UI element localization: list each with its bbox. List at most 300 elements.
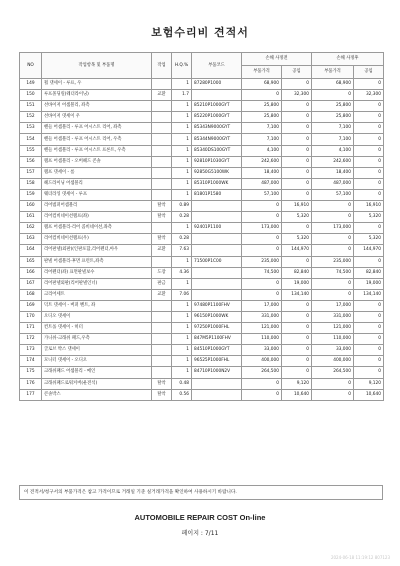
cell-part-price-before: 0	[242, 212, 282, 223]
cell-work	[152, 256, 172, 267]
cell-part-price-after: 264,500	[312, 367, 354, 378]
table-row	[20, 334, 384, 345]
table-row	[20, 112, 384, 123]
cell-part-price-after: 0	[312, 389, 354, 400]
cell-part-price-after: 74,500	[312, 267, 354, 278]
cell-labor-after: 19,000	[354, 278, 384, 289]
cell-no: 153	[20, 123, 42, 134]
cell-work	[152, 189, 172, 200]
col-header-loss-after: 손해 사정후	[312, 53, 384, 66]
cell-work-item: 가니쉬-크래쉬 패드,우측	[42, 334, 152, 345]
table-row	[20, 234, 384, 245]
cell-labor-after: 144,970	[354, 245, 384, 256]
cell-hq: 1	[172, 345, 192, 356]
cell-part-code: 71500P1C00	[192, 256, 242, 267]
cell-no: 175	[20, 367, 42, 378]
cell-no: 152	[20, 112, 42, 123]
table-row	[20, 323, 384, 334]
cell-part-code	[192, 289, 242, 300]
cell-part-price-after: 18,400	[312, 167, 354, 178]
cell-labor-after: 0	[354, 101, 384, 112]
cell-part-code: 85340DS100GYT	[192, 145, 242, 156]
cell-work: 탈착	[152, 212, 172, 223]
cell-no: 155	[20, 145, 42, 156]
cell-work	[152, 145, 172, 156]
cell-part-price-before: 0	[242, 90, 282, 101]
cell-work: 교환	[152, 90, 172, 101]
cell-no: 169	[20, 300, 42, 311]
cell-part-code: 92810P1030GYT	[192, 156, 242, 167]
cell-no: 171	[20, 323, 42, 334]
cell-part-price-after: 7,100	[312, 134, 354, 145]
cell-part-price-after: 0	[312, 378, 354, 389]
cell-part-price-before: 18,400	[242, 167, 282, 178]
cell-labor-before: 144,970	[282, 245, 312, 256]
cell-labor-before: 82,840	[282, 267, 312, 278]
cell-part-price-after: 0	[312, 90, 354, 101]
cell-work	[152, 367, 172, 378]
cell-part-price-after: 0	[312, 201, 354, 212]
cell-part-price-before: 0	[242, 378, 282, 389]
cell-part-price-after: 25,800	[312, 101, 354, 112]
cell-part-code: 97250P1000FHL	[192, 323, 242, 334]
cell-labor-before: 5,320	[282, 234, 312, 245]
cell-work	[152, 345, 172, 356]
cell-part-price-before: 17,000	[242, 300, 282, 311]
cell-labor-before: 0	[282, 256, 312, 267]
cell-part-price-after: 242,600	[312, 156, 354, 167]
cell-part-code	[192, 212, 242, 223]
cell-labor-before: 0	[282, 189, 312, 200]
cell-labor-after: 0	[354, 167, 384, 178]
cell-no: 176	[20, 378, 42, 389]
col-header-loss-before: 손해 사정전	[242, 53, 312, 66]
cell-work: 탈착	[152, 234, 172, 245]
cell-part-price-before: 0	[242, 201, 282, 212]
cell-no: 167	[20, 278, 42, 289]
cell-work-item: 리어판넬(외판)(인판포함,리어펜더,아우	[42, 245, 152, 256]
table-row	[20, 167, 384, 178]
cell-part-price-before: 264,500	[242, 367, 282, 378]
cell-work-item: 글로브 박스 댓세이	[42, 345, 152, 356]
cell-part-price-before: 7,100	[242, 123, 282, 134]
cell-labor-after: 0	[354, 79, 384, 90]
cell-hq: 0.28	[172, 234, 192, 245]
cell-part-price-after: 0	[312, 245, 354, 256]
cell-labor-before: 19,000	[282, 278, 312, 289]
cell-no: 161	[20, 212, 42, 223]
cell-work	[152, 311, 172, 322]
cell-part-price-before: 7,100	[242, 134, 282, 145]
estimate-table	[19, 52, 384, 401]
cell-hq: 1	[172, 167, 192, 178]
cell-no: 170	[20, 311, 42, 322]
table-row	[20, 356, 384, 367]
cell-part-price-after: 235,000	[312, 256, 354, 267]
cell-part-price-before: 0	[242, 234, 282, 245]
cell-labor-after: 5,320	[354, 212, 384, 223]
cell-hq: 1	[172, 300, 192, 311]
cell-part-price-before: 68,900	[242, 79, 282, 90]
cell-labor-before: 0	[282, 356, 312, 367]
cell-hq: 1	[172, 178, 192, 189]
cell-part-code: 85310P1000WK	[192, 178, 242, 189]
cell-hq: 1	[172, 334, 192, 345]
cell-labor-after: 0	[354, 178, 384, 189]
cell-work	[152, 134, 172, 145]
cell-labor-before: 0	[282, 334, 312, 345]
document-title: 보험수리비 견적서	[151, 26, 249, 39]
cell-labor-after: 0	[354, 223, 384, 234]
cell-work-item: 선바이저 댓세이 우	[42, 112, 152, 123]
cell-no: 164	[20, 245, 42, 256]
cell-no: 159	[20, 189, 42, 200]
cell-work-item: 선바이저 어셈블리, 좌측	[42, 101, 152, 112]
cell-hq: 1	[172, 256, 192, 267]
cell-labor-before: 5,320	[282, 212, 312, 223]
cell-part-price-after: 0	[312, 289, 354, 300]
cell-work	[152, 112, 172, 123]
col-header-labor-before: 공임	[282, 66, 312, 79]
table-row	[20, 267, 384, 278]
cell-part-code: 96525P1000FHL	[192, 356, 242, 367]
cell-hq: 1	[172, 134, 192, 145]
cell-no: 165	[20, 256, 42, 267]
cell-no: 150	[20, 90, 42, 101]
cell-labor-after: 0	[354, 356, 384, 367]
cell-part-price-after: 0	[312, 278, 354, 289]
cell-part-code	[192, 234, 242, 245]
cell-part-price-before: 74,500	[242, 267, 282, 278]
cell-part-price-before: 173,000	[242, 223, 282, 234]
cell-no: 168	[20, 289, 42, 300]
table-row	[20, 134, 384, 145]
cell-part-code: 97480P1100FHV	[192, 300, 242, 311]
cell-labor-after: 0	[354, 145, 384, 156]
cell-hq: 1	[172, 112, 192, 123]
cell-part-price-before: 331,000	[242, 311, 282, 322]
table-row	[20, 212, 384, 223]
cell-hq: 4.36	[172, 267, 192, 278]
cell-part-price-before: 4,100	[242, 145, 282, 156]
cell-work	[152, 79, 172, 90]
cell-hq: 1	[172, 367, 192, 378]
cell-part-price-after: 331,000	[312, 311, 354, 322]
cell-hq: 0.56	[172, 389, 192, 400]
cell-part-code: 84510P1000GYT	[192, 345, 242, 356]
col-header-work-item: 작업항목 및 부품명	[42, 53, 152, 79]
cell-work-item: 램프 어셈블리 - 오버헤드 콘솔	[42, 156, 152, 167]
cell-labor-after: 0	[354, 334, 384, 345]
cell-part-code: 85210P1000GYT	[192, 101, 242, 112]
cell-work	[152, 156, 172, 167]
table-row	[20, 189, 384, 200]
cell-hq: 1	[172, 189, 192, 200]
cell-labor-before: 10,640	[282, 389, 312, 400]
disclaimer-note: 이 견적서/청구서의 부품가격은 참고 가격이므로 거래일 기준 실거래가격을 확인하여 사용하시기 바랍니다.	[19, 485, 383, 500]
cell-work	[152, 223, 172, 234]
table-row	[20, 178, 384, 189]
cell-labor-before: 0	[282, 323, 312, 334]
table-row	[20, 345, 384, 356]
cell-no: 157	[20, 167, 42, 178]
cell-part-price-after: 68,900	[312, 79, 354, 90]
cell-no: 172	[20, 334, 42, 345]
cell-part-code	[192, 245, 242, 256]
table-row	[20, 278, 384, 289]
cell-part-code: 92401P1100	[192, 223, 242, 234]
cell-labor-after: 0	[354, 311, 384, 322]
table-row	[20, 289, 384, 300]
col-header-work: 작업	[152, 53, 172, 79]
cell-hq: 7.06	[172, 289, 192, 300]
cell-work-item: 리어펜더(좌) 표면판넬보수	[42, 267, 152, 278]
cell-part-code	[192, 378, 242, 389]
cell-work-item: 리어컴비네이션램프(우)	[42, 234, 152, 245]
cell-labor-after: 134,140	[354, 289, 384, 300]
cell-labor-before: 0	[282, 145, 312, 156]
cell-part-price-before: 0	[242, 389, 282, 400]
cell-work-item: 크래쉬패드로워커버(운전석)	[42, 378, 152, 389]
cell-part-code: 81801P1580	[192, 189, 242, 200]
cell-part-price-after: 110,000	[312, 334, 354, 345]
cell-part-code: 85220P1000GYT	[192, 112, 242, 123]
cell-work-item: 핸들 어셈블리 - 루프 어시스트 프론트, 우측	[42, 145, 152, 156]
cell-work-item: 모니터 댓세이 - 오디오	[42, 356, 152, 367]
cell-part-code: 84710P1000N2V	[192, 367, 242, 378]
table-row	[20, 201, 384, 212]
col-header-part-code: 부품코드	[192, 53, 242, 79]
cell-hq: 1	[172, 278, 192, 289]
cell-part-price-after: 121,000	[312, 323, 354, 334]
cell-part-code: 85344N9000GYT	[192, 134, 242, 145]
cell-hq: 0.28	[172, 212, 192, 223]
cell-no: 163	[20, 234, 42, 245]
cell-labor-after: 0	[354, 323, 384, 334]
cell-part-price-after: 57,100	[312, 189, 354, 200]
cell-hq: 0.48	[172, 378, 192, 389]
cell-work-item: 웨더라잉 댓세이 - 루프	[42, 189, 152, 200]
cell-hq: 1	[172, 79, 192, 90]
cell-work: 탈착	[152, 201, 172, 212]
cell-labor-before: 0	[282, 300, 312, 311]
table-row	[20, 145, 384, 156]
table-row	[20, 300, 384, 311]
cell-labor-after: 0	[354, 134, 384, 145]
cell-hq: 7.63	[172, 245, 192, 256]
cell-hq: 1	[172, 356, 192, 367]
table-row	[20, 223, 384, 234]
cell-labor-before: 0	[282, 101, 312, 112]
cell-work-item: 리어범퍼어셈블리	[42, 201, 152, 212]
cell-work-item: 리어판넬외판(리어판넬인너)	[42, 278, 152, 289]
cell-work: 교환	[152, 289, 172, 300]
cell-labor-before: 0	[282, 167, 312, 178]
cell-labor-after: 0	[354, 256, 384, 267]
col-header-hq: H.Q.%	[172, 53, 192, 79]
cell-hq: 1	[172, 323, 192, 334]
cell-no: 173	[20, 345, 42, 356]
cell-work: 탈착	[152, 389, 172, 400]
cell-work: 판금	[152, 278, 172, 289]
cell-labor-before: 0	[282, 112, 312, 123]
cell-labor-before: 0	[282, 367, 312, 378]
cell-part-code	[192, 267, 242, 278]
cell-work: 교환	[152, 245, 172, 256]
col-header-labor-after: 공임	[354, 66, 384, 79]
table-row	[20, 245, 384, 256]
cell-work-item: 오디오 댓세이	[42, 311, 152, 322]
cell-hq: 1	[172, 145, 192, 156]
cell-work-item: 램프 댓세이 - 룸	[42, 167, 152, 178]
cell-part-price-before: 33,000	[242, 345, 282, 356]
cell-work-item: 크리어세트	[42, 289, 152, 300]
cell-hq: 0.89	[172, 201, 192, 212]
col-header-part-price-before: 부품가격	[242, 66, 282, 79]
cell-labor-after: 0	[354, 112, 384, 123]
cell-labor-before: 0	[282, 345, 312, 356]
cell-labor-before: 0	[282, 123, 312, 134]
cell-hq: 1	[172, 156, 192, 167]
cell-part-price-before: 0	[242, 289, 282, 300]
cell-part-code: 92850G5100WK	[192, 167, 242, 178]
cell-labor-after: 5,320	[354, 234, 384, 245]
cell-part-price-after: 4,100	[312, 145, 354, 156]
cell-hq: 1	[172, 101, 192, 112]
cell-part-price-before: 235,000	[242, 256, 282, 267]
table-row	[20, 311, 384, 322]
cell-work	[152, 167, 172, 178]
cell-part-code	[192, 201, 242, 212]
cell-part-price-before: 25,800	[242, 101, 282, 112]
table-row	[20, 256, 384, 267]
cell-labor-after: 0	[354, 123, 384, 134]
cell-work-item: 판넬 어셈블리-후면 프런트,좌측	[42, 256, 152, 267]
cell-no: 154	[20, 134, 42, 145]
table-row	[20, 79, 384, 90]
cell-no: 174	[20, 356, 42, 367]
cell-labor-after: 0	[354, 156, 384, 167]
cell-labor-before: 0	[282, 311, 312, 322]
cell-part-price-after: 25,800	[312, 112, 354, 123]
cell-part-price-before: 487,000	[242, 178, 282, 189]
cell-part-price-before: 121,000	[242, 323, 282, 334]
cell-work	[152, 356, 172, 367]
table-row	[20, 389, 384, 400]
cell-labor-before: 9,120	[282, 378, 312, 389]
print-timestamp: 2024-06-18 11:19:12 807123	[330, 555, 390, 560]
cell-part-price-after: 173,000	[312, 223, 354, 234]
cell-no: 156	[20, 156, 42, 167]
cell-part-price-after: 0	[312, 212, 354, 223]
cell-labor-before: 134,140	[282, 289, 312, 300]
cell-work	[152, 323, 172, 334]
cell-work-item: 램프 어셈블리-리어 콤비네이션,좌측	[42, 223, 152, 234]
cell-work	[152, 123, 172, 134]
cell-part-price-after: 7,100	[312, 123, 354, 134]
cell-labor-before: 0	[282, 178, 312, 189]
cell-labor-before: 0	[282, 223, 312, 234]
table-row	[20, 367, 384, 378]
cell-labor-before: 32,300	[282, 90, 312, 101]
cell-part-price-after: 487,000	[312, 178, 354, 189]
cell-part-price-after: 400,000	[312, 356, 354, 367]
cell-part-price-before: 25,800	[242, 112, 282, 123]
cell-part-price-before: 57,100	[242, 189, 282, 200]
col-header-no: NO	[20, 53, 42, 79]
table-row	[20, 378, 384, 389]
cell-work-item: 크래쉬패드 어셈블리 - 메인	[42, 367, 152, 378]
cell-no: 151	[20, 101, 42, 112]
cell-work-item: 헤드라이닝 어셈블리	[42, 178, 152, 189]
cell-no: 166	[20, 267, 42, 278]
cell-no: 160	[20, 201, 42, 212]
table-row	[20, 90, 384, 101]
cell-work-item: 콘솔박스	[42, 389, 152, 400]
cell-labor-after: 32,300	[354, 90, 384, 101]
cell-no: 162	[20, 223, 42, 234]
cell-labor-after: 0	[354, 367, 384, 378]
col-header-part-price-after: 부품가격	[312, 66, 354, 79]
cell-labor-after: 0	[354, 189, 384, 200]
cell-part-price-before: 242,600	[242, 156, 282, 167]
cell-work	[152, 334, 172, 345]
cell-work-item: 루프몰딩릴(웨더라이닝)	[42, 90, 152, 101]
cell-part-code: 847M5P1100FHV	[192, 334, 242, 345]
cell-no: 149	[20, 79, 42, 90]
cell-part-code: 85343N9000GYT	[192, 123, 242, 134]
cell-part-code: 96150P1000WK	[192, 311, 242, 322]
cell-work	[152, 178, 172, 189]
page-number: 페이지 : 7/11	[181, 530, 219, 537]
cell-work	[152, 101, 172, 112]
cell-hq: 1.7	[172, 90, 192, 101]
cell-hq: 1	[172, 311, 192, 322]
cell-work-item: 리어컴비네이션램프(좌)	[42, 212, 152, 223]
cell-labor-before: 0	[282, 134, 312, 145]
cell-no: 158	[20, 178, 42, 189]
cell-part-code: 87280P1000	[192, 79, 242, 90]
cell-work-item: 컨트롤 댓세이 - 히터	[42, 323, 152, 334]
cell-labor-after: 0	[354, 300, 384, 311]
cell-part-price-before: 0	[242, 278, 282, 289]
cell-part-code	[192, 278, 242, 289]
cell-part-price-after: 0	[312, 234, 354, 245]
cell-work-item: 덕트 댓세이 - 버퍼 벤트, 좌	[42, 300, 152, 311]
cell-part-price-after: 33,000	[312, 345, 354, 356]
cell-part-code	[192, 389, 242, 400]
cell-labor-before: 16,910	[282, 201, 312, 212]
cell-labor-after: 9,120	[354, 378, 384, 389]
table-row	[20, 156, 384, 167]
cell-part-price-before: 110,000	[242, 334, 282, 345]
table-row	[20, 101, 384, 112]
cell-labor-before: 0	[282, 156, 312, 167]
cell-no: 177	[20, 389, 42, 400]
cell-part-price-before: 400,000	[242, 356, 282, 367]
cell-labor-after: 0	[354, 345, 384, 356]
cell-hq: 1	[172, 223, 192, 234]
cell-part-price-before: 0	[242, 245, 282, 256]
cell-part-code	[192, 90, 242, 101]
cell-part-price-after: 17,000	[312, 300, 354, 311]
table-row	[20, 123, 384, 134]
cell-work: 도장	[152, 267, 172, 278]
cell-labor-after: 16,910	[354, 201, 384, 212]
cell-hq: 1	[172, 123, 192, 134]
cell-work-item: 핸들 어셈블리 - 루프 어시스트 리어, 좌측	[42, 123, 152, 134]
cell-work	[152, 300, 172, 311]
